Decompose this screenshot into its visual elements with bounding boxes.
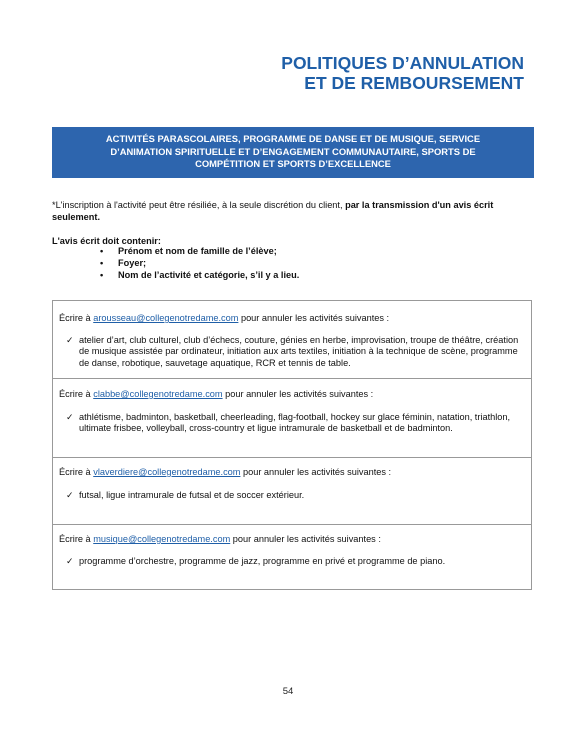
lead-prefix: Écrire à xyxy=(59,313,94,323)
activities-list xyxy=(66,490,525,501)
title-line-1: POLITIQUES D’ANNULATION xyxy=(281,53,524,73)
banner-line-2: D’ANIMATION SPIRITUELLE ET D’ENGAGEMENT COMMUNAUTAIRE, SPORTS DE xyxy=(110,145,476,157)
required-heading: L'avis écrit doit contenir: xyxy=(52,236,161,246)
cancellation-box-arts xyxy=(52,300,532,379)
lead-prefix: Écrire à xyxy=(59,534,94,544)
intro-text: *L'inscription à l'activité peut être résiliée, à la seule discrétion du client, xyxy=(52,200,346,210)
list-item xyxy=(100,246,299,258)
email-link-arousseau[interactable]: arousseau@collegenotredame.com xyxy=(93,313,239,323)
checkmark-icon: ✓ xyxy=(66,490,74,500)
activities-text: athlétisme, badminton, basketball, cheerleading, flag-football, hockey sur glace féminin, natation, triathlon, ultimate frisbee, volleyball, cross-country et ligue intramurale de basketball et de badminton. xyxy=(79,412,511,434)
required-item-homeroom: Foyer; xyxy=(118,257,147,268)
section-banner xyxy=(52,127,534,178)
bullet-icon: • xyxy=(100,257,104,268)
box-lead xyxy=(59,389,373,400)
required-item-activity: Nom de l’activité et catégorie, s’il y a lieu. xyxy=(118,269,300,280)
lead-prefix: Écrire à xyxy=(59,389,94,399)
lead-suffix: pour annuler les activités suivantes : xyxy=(230,534,381,544)
list-item xyxy=(100,270,299,282)
intro-paragraph xyxy=(52,200,530,223)
checkmark-icon: ✓ xyxy=(66,335,74,345)
activities-list xyxy=(66,335,525,369)
box-lead xyxy=(59,534,381,545)
checkmark-icon: ✓ xyxy=(66,412,74,422)
banner-line-3: COMPÉTITION ET SPORTS D’EXCELLENCE xyxy=(195,158,391,170)
activities-text: atelier d’art, club culturel, club d’échecs, couture, génies en herbe, improvisation, troupe de théâtre, création de musique assistée par ordinateur, initiation aux arts textiles, initiation à la technique de scène, programme de danse, robotique, sauvetage aquatique, RCR et tennis de table. xyxy=(79,335,519,368)
bullet-icon: • xyxy=(100,246,104,256)
email-link-clabbe[interactable]: clabbe@collegenotredame.com xyxy=(93,389,223,399)
box-lead xyxy=(59,467,391,478)
lead-prefix: Écrire à xyxy=(59,467,94,477)
cancellation-box-sports xyxy=(52,379,532,458)
lead-suffix: pour annuler les activités suivantes : xyxy=(222,389,374,399)
activities-text: programme d’orchestre, programme de jazz, programme en privé et programme de piano. xyxy=(79,556,446,566)
box-lead xyxy=(59,313,389,324)
page-number: 54 xyxy=(282,686,294,697)
required-list xyxy=(100,246,299,281)
cancellation-box-music xyxy=(52,525,532,590)
cancellation-box-futsal xyxy=(52,458,532,525)
lead-suffix: pour annuler les activités suivantes : xyxy=(240,467,392,477)
banner-line-1: ACTIVITÉS PARASCOLAIRES, PROGRAMME DE DANSE ET DE MUSIQUE, SERVICE xyxy=(105,133,481,144)
activities-list xyxy=(66,556,525,567)
activities-text: futsal, ligue intramurale de futsal et de soccer extérieur. xyxy=(79,490,305,500)
checkmark-icon: ✓ xyxy=(66,556,74,566)
activities-list xyxy=(66,412,525,435)
email-link-vlaverdiere[interactable]: vlaverdiere@collegenotredame.com xyxy=(93,467,241,477)
list-item xyxy=(100,258,299,270)
email-link-musique[interactable]: musique@collegenotredame.com xyxy=(93,534,231,544)
title-line-2: ET DE REMBOURSEMENT xyxy=(304,73,524,93)
bullet-icon: • xyxy=(100,269,104,280)
intro-bold-text: par la transmission d'un avis écrit seulement. xyxy=(52,200,494,222)
page-title xyxy=(281,53,524,93)
required-item-name: Prénom et nom de famille de l’élève; xyxy=(118,246,277,256)
lead-suffix: pour annuler les activités suivantes : xyxy=(238,313,390,323)
